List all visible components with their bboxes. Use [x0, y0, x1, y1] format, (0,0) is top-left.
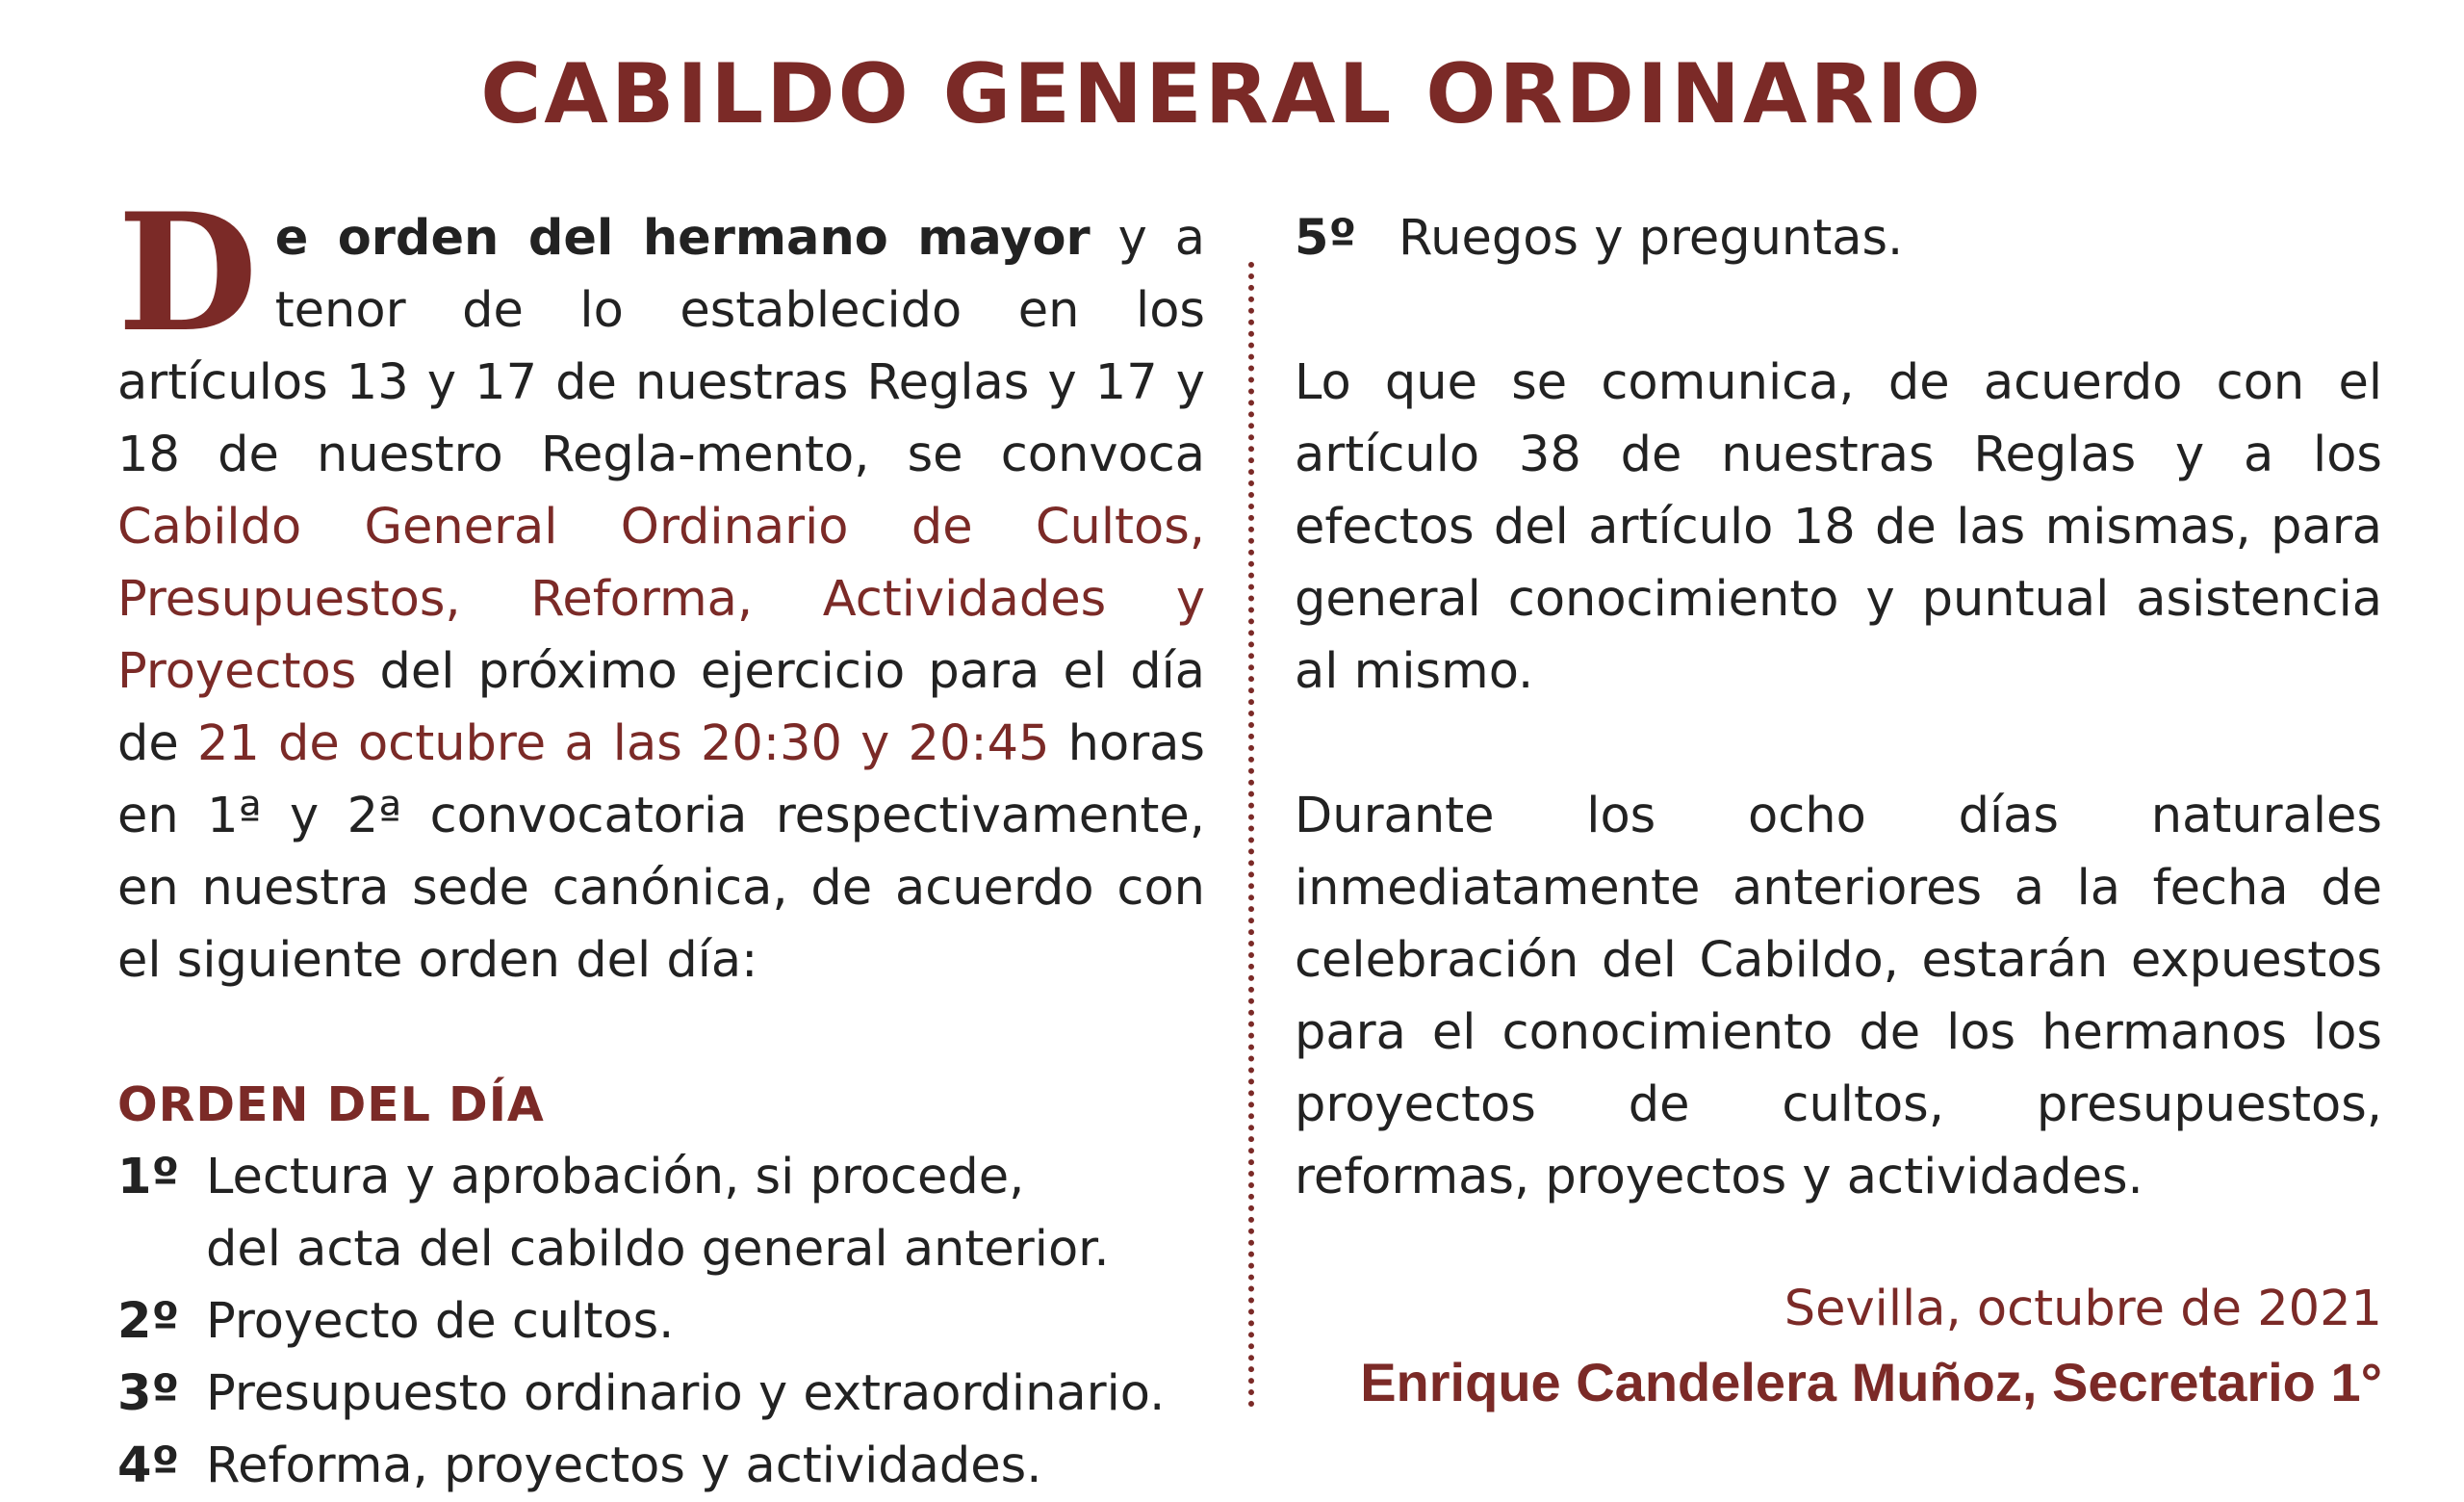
signature-name: Enrique Candelera Muñoz, Secretario 1° — [1360, 1352, 2382, 1412]
orden-item-1 — [117, 1141, 1205, 1285]
orden-item-number: 3º — [117, 1365, 180, 1422]
orden-item-text — [206, 1285, 674, 1358]
orden-item-line: del acta del cabildo general anterior. — [206, 1221, 1110, 1278]
intro-text-1: y a tenor de lo establecido en los artículos 13 y 17 de nuestras Reglas y 17 y 18 de nuestro Regla-mento, se convoca — [117, 210, 1206, 483]
signature-place-date: Sevilla, octubre de 2021 — [1784, 1281, 2382, 1337]
orden-item-line: Presupuesto ordinario y extraordinario. — [206, 1365, 1166, 1422]
left-column — [117, 177, 1206, 1502]
intro-text-2: del próximo ejercicio para el día de — [117, 643, 1205, 772]
orden-item-text — [206, 1430, 1041, 1502]
exposition-paragraph: Durante los ocho días naturales inmediatamente anteriores a la fecha de celebración del Cabildo, estarán expuestos para el conocimiento de los hermanos los proyectos de cultos, presupuestos, reformas, proyectos y actividades. — [1295, 788, 2382, 1205]
orden-item-number: 5º — [1295, 210, 1357, 267]
orden-item-number: 2º — [117, 1293, 180, 1350]
drop-cap: D — [117, 177, 258, 368]
orden-list — [117, 1141, 1205, 1502]
orden-heading: ORDEN DEL DÍA — [117, 1077, 545, 1132]
orden-item-line: Reforma, proyectos y actividades. — [206, 1437, 1042, 1494]
orden-item-line: Lectura y aprobación, si procede, — [206, 1149, 1025, 1205]
orden-item-5 — [1295, 202, 2382, 274]
intro-highlight-date: 21 de octubre a las 20:30 y 20:45 — [196, 715, 1050, 772]
orden-item-number: 4º — [117, 1437, 180, 1494]
orden-item-line: Proyecto de cultos. — [206, 1293, 675, 1350]
orden-item-3 — [117, 1358, 1205, 1430]
orden-item-text: Ruegos y preguntas. — [1399, 210, 1904, 267]
right-column — [1295, 202, 2382, 1213]
communication-paragraph: Lo que se comunica, de acuerdo con el artículo 38 de nuestras Reglas y a los efectos del artículo 18 de las mismas, para general conocimiento y puntual asistencia al mismo. — [1295, 354, 2382, 700]
orden-item-2 — [117, 1285, 1205, 1358]
intro-text-3: horas en 1ª y 2ª convocatoria respectivamente, en nuestra sede canónica, de acuerdo con el siguiente orden del día: — [117, 715, 1205, 989]
intro-paragraph — [117, 177, 1206, 997]
intro-bold-lead: e orden del hermano mayor — [274, 210, 1091, 267]
orden-item-text — [206, 1358, 1165, 1430]
dotted-column-divider — [1248, 262, 1254, 1408]
page-title: CABILDO GENERAL ORDINARIO — [480, 46, 1984, 142]
orden-item-text — [206, 1141, 1110, 1285]
orden-item-4 — [117, 1430, 1205, 1502]
signature-block — [1295, 1273, 2382, 1420]
intro-highlight-cabildo: Cabildo General Ordinario de Cultos, Presupuestos, Reforma, Actividades y Proyectos — [117, 499, 1205, 700]
orden-item-number: 1º — [117, 1149, 180, 1205]
